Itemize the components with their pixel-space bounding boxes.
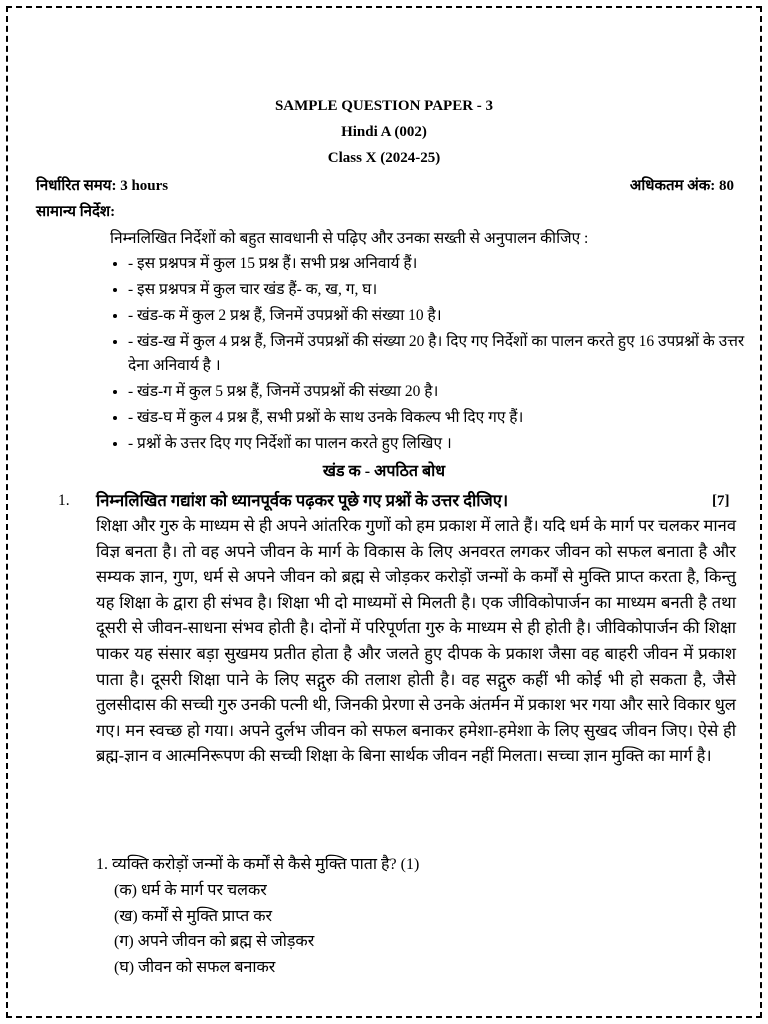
option-item: (ख) कर्मों से मुक्ति प्राप्त कर [114, 907, 273, 925]
section-heading: खंड क - अपठित बोध [322, 463, 446, 480]
option-item: (ग) अपने जीवन को ब्रह्म से जोड़कर [114, 933, 315, 951]
comprehension-passage: शिक्षा और गुरु के माध्यम से ही अपने आंतरिक गुणों को हम प्रकाश में लाते हैं। यदि धर्म के मार्ग पर चलकर मानव विज्ञ बनता है। तो वह अपने जीवन के मार्ग के विकास के लिए अनवरत लगकर जीवन को सफल बनाता है और सम्यक ज्ञान, गुण, धर्म से अपने जीवन को ब्रह्म से जोड़कर करोड़ों जन्मों के कर्मों से मुक्ति प्राप्त करता है, किन्तु यह शिक्षा के द्वारा ही संभव है। शिक्षा भी दो माध्यमों से मिलती है। एक जीविकोपार्जन का माध्यम बनती है तथा दूसरी से जीवन-साधना संभव होती है। दोनों में परिपूर्णता गुरु के माध्यम से ही होती है। जीविकोपार्जन की शिक्षा पाकर यह संसार बड़ा सुखमय प्रतीत होता है और जलते हुए दीपक के प्रकाश जैसा वह बाहरी जीवन में प्रकाश पाता है। दूसरी शिक्षा पाने के लिए सद्गुरु की तलाश होती है। वह सद्गुरु कहीं भी कोई भी हो सकता है, जैसे तुलसीदास की सच्ची गुरु उनकी पत्नी थी, जिनकी प्रेरणा से उनके अंतर्मन में प्रकाश भर गया और सारे विकार धुल गए। मन स्वच्छ हो गया। अपने दुर्लभ जीवन को सफल बनाकर हमेशा-हमेशा के लिए सुखद जीवन जिए। ऐसे ही ब्रह्म-ज्ञान व आत्मनिरूपण की सच्ची शिक्षा के बिना सार्थक जीवन नहीं मिलता। सच्चा ज्ञान मुक्ति का मार्ग है। [96, 516, 736, 766]
instructions-list [100, 252, 768, 458]
instruction-item: • - प्रश्नों के उत्तर दिए गए निर्देशों का पालन करते हुए लिखिए । [128, 432, 768, 456]
instruction-item: • - इस प्रश्नपत्र में कुल चार खंड हैं- क, ख, ग, घ। [128, 278, 768, 302]
max-marks: अधिकतम अंक: 80 [629, 178, 734, 194]
paper-title: SAMPLE QUESTION PAPER - 3 [274, 98, 494, 114]
time-allowed: निर्धारित समय: 3 hours [36, 178, 169, 194]
option-item: (घ) जीवन को सफल बनाकर [114, 959, 276, 977]
instructions-intro: निम्नलिखित निर्देशों को बहुत सावधानी से पढ़िए और उनका सख्ती से अनुपालन कीजिए : [110, 230, 589, 247]
paper-subject: Hindi A (002) [341, 124, 427, 140]
option-item: (क) धर्म के मार्ग पर चलकर [114, 881, 267, 899]
instructions-heading: सामान्य निर्देश: [36, 204, 116, 220]
question-marks: [7] [712, 493, 730, 509]
instruction-item: • - खंड-ग में कुल 5 प्रश्न हैं, जिनमें उपप्रश्नों की संख्या 20 है। [128, 380, 768, 404]
sub-question [96, 852, 419, 981]
option-list [114, 878, 419, 981]
instruction-item: • - इस प्रश्नपत्र में कुल 15 प्रश्न हैं। सभी प्रश्न अनिवार्य हैं। [128, 252, 768, 276]
instruction-item: • - खंड-ख में कुल 4 प्रश्न हैं, जिनमें उपप्रश्नों की संख्या 20 है। दिए गए निर्देशों का पालन करते हुए 16 उपप्रश्नों के उत्तर देना अनिवार्य है । [128, 330, 768, 378]
instruction-item: • - खंड-क में कुल 2 प्रश्न हैं, जिनमें उपप्रश्नों की संख्या 10 है। [128, 304, 768, 328]
time-marks-row [36, 175, 734, 195]
question-number: 1. [58, 492, 70, 509]
sub-question-text: 1. व्यक्ति करोड़ों जन्मों के कर्मों से कैसे मुक्ति पाता है? (1) [96, 856, 420, 873]
question-heading: निम्नलिखित गद्यांश को ध्यानपूर्वक पढ़कर पूछे गए प्रश्नों के उत्तर दीजिए। [96, 491, 509, 510]
paper-class: Class X (2024-25) [327, 150, 441, 166]
instruction-item: • - खंड-घ में कुल 4 प्रश्न हैं, सभी प्रश्नों के साथ उनके विकल्प भी दिए गए हैं। [128, 406, 768, 430]
